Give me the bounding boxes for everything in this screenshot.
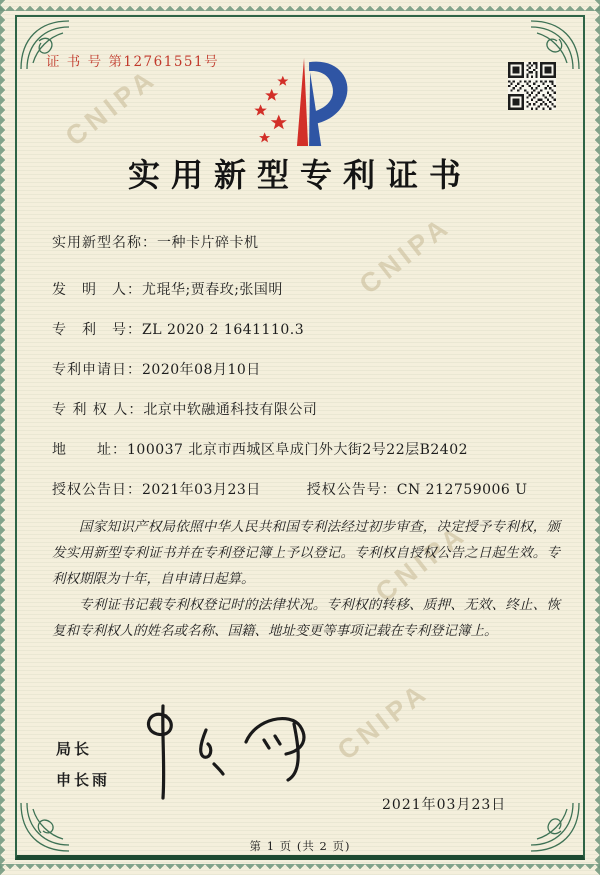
certificate-fields <box>52 233 562 520</box>
cnipa-logo <box>250 54 352 150</box>
legal-text <box>52 514 560 644</box>
field-row-patent-no <box>52 320 562 340</box>
grant-no-value: CN 212759006 U <box>396 482 528 498</box>
certificate-number: 证 书 号 第12761551号 <box>46 54 220 70</box>
legal-paragraph: 专利证书记载专利权登记时的法律状况。专利权的转移、质押、无效、终止、恢复和专利权人的姓名或名称、国籍、地址变更等事项记载在专利登记簿上。 <box>52 597 560 639</box>
border-ornament-right <box>589 0 600 875</box>
issue-date: 2021年03月23日 <box>382 797 507 813</box>
cnipa-logo-icon <box>250 54 352 150</box>
page-number: 第 1 页 (共 2 页) <box>249 839 351 853</box>
cnipa-watermark: CNIPA <box>353 210 457 300</box>
field-label: 专 利 权 人： <box>52 402 144 418</box>
border-ornament-top <box>0 0 600 11</box>
field-value: 2020年08月10日 <box>142 362 261 378</box>
cnipa-watermark: CNIPA <box>59 62 163 152</box>
certificate-title: 实用新型专利证书 <box>127 156 472 194</box>
border-ornament-left <box>0 0 11 875</box>
handwritten-signature-icon <box>118 698 333 806</box>
grant-date-label: 授权公告日： <box>52 482 142 498</box>
cnipa-watermark: CNIPA <box>331 676 435 766</box>
field-label: 发 明 人： <box>52 282 142 298</box>
grant-date-value: 2021年03月23日 <box>142 482 261 498</box>
commissioner-title: 局长 <box>56 740 93 758</box>
field-row-patentee <box>52 400 562 420</box>
field-label: 地 址： <box>52 442 127 458</box>
field-label: 专 利 号： <box>52 322 142 338</box>
legal-paragraph: 国家知识产权局依照中华人民共和国专利法经过初步审查，决定授予专利权，颁发实用新型专利证书并在专利登记簿上予以登记。专利权自授权公告之日起生效。专利权期限为十年，自申请日起算。 <box>52 519 560 587</box>
field-value: 100037 北京市西城区阜成门外大街2号22层B2402 <box>127 442 469 458</box>
border-ornament-bottom <box>0 864 600 875</box>
field-row-grant <box>52 480 562 500</box>
qr-code-icon <box>508 62 556 110</box>
field-value: 尤琨华;贾春玫;张国明 <box>142 282 283 298</box>
field-value: ZL 2020 2 1641110.3 <box>142 322 305 338</box>
field-label: 实用新型名称： <box>52 235 157 251</box>
field-row-address <box>52 440 562 460</box>
field-value: 一种卡片碎卡机 <box>157 235 259 251</box>
field-row-name <box>52 233 562 253</box>
field-row-filing-date <box>52 360 562 380</box>
field-label: 专利申请日： <box>52 362 142 378</box>
field-value: 北京中软融通科技有限公司 <box>143 402 318 418</box>
cnipa-watermark: CNIPA <box>369 518 473 608</box>
signoff-block <box>56 734 110 796</box>
grant-no-label: 授权公告号： <box>306 482 397 498</box>
commissioner-name: 申长雨 <box>56 771 111 789</box>
field-row-inventors <box>52 280 562 300</box>
